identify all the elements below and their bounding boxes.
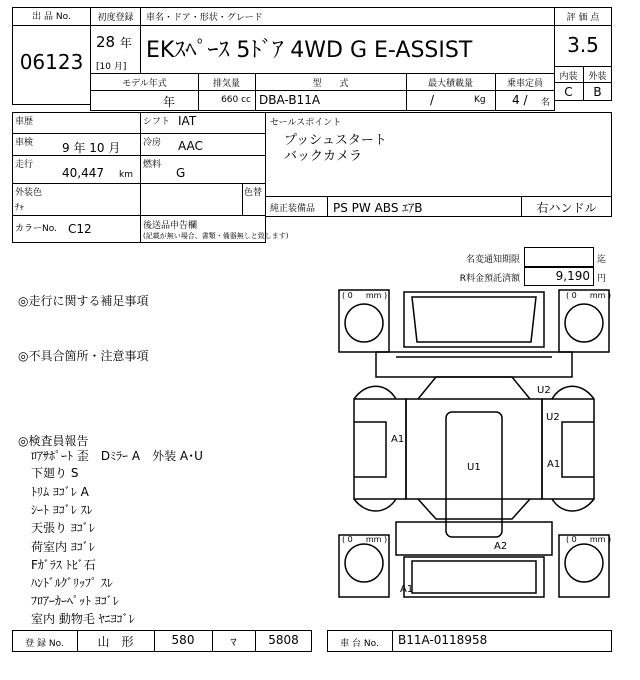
fuel-label: 燃料 [143, 160, 162, 170]
inspector-line: ｼｰﾄ ﾖｺﾞﾚ ｽﾚ [31, 503, 93, 517]
history-label: 車歴 [15, 117, 34, 127]
inspector-label: ◎検査員報告 [18, 434, 89, 448]
car-damage-diagram [336, 287, 612, 602]
reg-class: 580 [171, 633, 195, 647]
sales-point-2: バックカメラ [284, 149, 363, 164]
damage-mark: A1 [400, 584, 414, 595]
inspector-line: 下廻り S [31, 466, 79, 480]
post-doc-note: (記載が無い場合、書類・備器無しと致します) [143, 232, 289, 240]
recycle-value: 9,190 [555, 269, 590, 283]
inspection: 9 年 10 月 [62, 141, 121, 155]
score-label: 評 価 点 [566, 13, 600, 23]
ac: AAC [178, 139, 203, 153]
handle: 右ハンドル [536, 201, 597, 215]
reg-label: 登 録 No. [25, 639, 64, 649]
damage-mark: U1 [467, 462, 481, 473]
model-year-unit: 年 [163, 95, 176, 109]
ext-color-label: 外装色 [15, 188, 43, 198]
reg-area: 山 形 [97, 635, 134, 649]
color-no-label: カラーNo. [15, 224, 57, 234]
mileage: 40,447 [62, 166, 104, 180]
transfer-label: 名変通知期限 [465, 255, 520, 265]
score: 3.5 [567, 33, 599, 57]
damage-mark: A1 [547, 459, 561, 470]
shift-label: シフト [143, 117, 171, 127]
equipment: PS PW ABS ｴｱB [333, 201, 423, 215]
transfer-box [524, 247, 594, 267]
damage-mark: A1 [391, 434, 405, 445]
displacement-label: 排気量 [212, 79, 240, 89]
capacity-label: 乗車定員 [506, 79, 543, 89]
load-unit: Kg [474, 95, 486, 105]
equipment-label: 純正装備品 [270, 204, 316, 214]
reg-kana: ﾏ [230, 635, 237, 649]
exterior-label: 外装 [588, 72, 607, 82]
driving-label: ◎走行に関する補足事項 [18, 294, 149, 308]
car-name-label: 車名・ドア・形状・グレード [146, 13, 263, 23]
sales-label: セールスポイント [270, 118, 342, 128]
ext-color: ﾁｬ [15, 203, 25, 213]
sales-point-1: プッシュスタート [284, 133, 387, 148]
first-reg-label: 初度登録 [97, 13, 134, 23]
capacity-unit: 名 [541, 98, 551, 108]
car-name: EKｽﾍﾟｰｽ 5ﾄﾞｱ 4WD G E-ASSIST [146, 38, 473, 63]
type-label: 型 式 [312, 79, 349, 89]
damage-mark: U2 [537, 385, 551, 396]
defect-label: ◎不具合箇所・注意事項 [18, 349, 149, 363]
exterior-score: B [593, 85, 602, 99]
type-value: DBA-B11A [259, 93, 321, 107]
tire-depth-label: ( 0 mm ) [342, 535, 388, 544]
lot-number: 06123 [19, 50, 84, 74]
reg-number: 5808 [268, 633, 299, 647]
inspector-line: ﾊﾝﾄﾞﾙｸﾞﾘｯﾌﾟ ｽﾚ [31, 576, 113, 590]
inspector-line: ﾄﾘﾑ ﾖｺﾞﾚ A [31, 485, 89, 499]
color-no: C12 [68, 222, 92, 236]
capacity: 4 / [512, 93, 528, 107]
mileage-label: 走行 [15, 160, 34, 170]
fuel: G [176, 166, 186, 180]
recycle-unit: 円 [597, 274, 607, 284]
model-year-label: モデル年式 [122, 79, 167, 89]
tire-depth-label: ( 0 mm ) [566, 291, 612, 300]
recycle-label: R料金預託済額 [459, 274, 520, 284]
displacement: 660 cc [221, 95, 251, 105]
post-doc-label: 後送品申告欄 [143, 221, 198, 231]
first-reg-month: [10 月] [96, 62, 127, 72]
interior-label: 内装 [559, 72, 578, 82]
lot-label: 出 品 No. [32, 12, 71, 22]
load-label: 最大積載量 [427, 79, 473, 89]
mileage-unit: km [119, 170, 133, 180]
tire-depth-label: ( 0 mm ) [566, 535, 612, 544]
load-value: / [430, 93, 435, 107]
inspector-line: ﾛｱｻﾎﾟｰﾄ 歪 Dﾐﾗｰ A 外装 A･U [31, 449, 203, 463]
interior-score: C [564, 85, 573, 99]
inspector-line: Fｶﾞﾗｽ ﾄﾋﾞ石 [31, 558, 96, 572]
inspector-line: 天張り ﾖｺﾞﾚ [31, 521, 95, 535]
damage-mark: A2 [494, 541, 508, 552]
chassis-label: 車 台 No. [340, 639, 379, 649]
damage-mark: U2 [546, 412, 560, 423]
ac-label: 冷房 [143, 138, 162, 148]
tire-depth-label: ( 0 mm ) [342, 291, 388, 300]
transfer-unit: 迄 [597, 255, 607, 265]
inspector-line: ﾌﾛｱｰｶｰﾍﾟｯﾄ ﾖｺﾞﾚ [31, 594, 119, 608]
chassis-number: B11A-0118958 [398, 633, 488, 647]
inspector-line: 室内 動物毛 ﾔﾆﾖｺﾞﾚ [31, 612, 135, 626]
inspection-label: 車検 [15, 138, 34, 148]
shift: IAT [178, 114, 197, 128]
color-change-label: 色替 [244, 188, 263, 198]
first-reg-year: 28 年 [96, 33, 132, 51]
inspector-line: 荷室内 ﾖｺﾞﾚ [31, 540, 95, 554]
